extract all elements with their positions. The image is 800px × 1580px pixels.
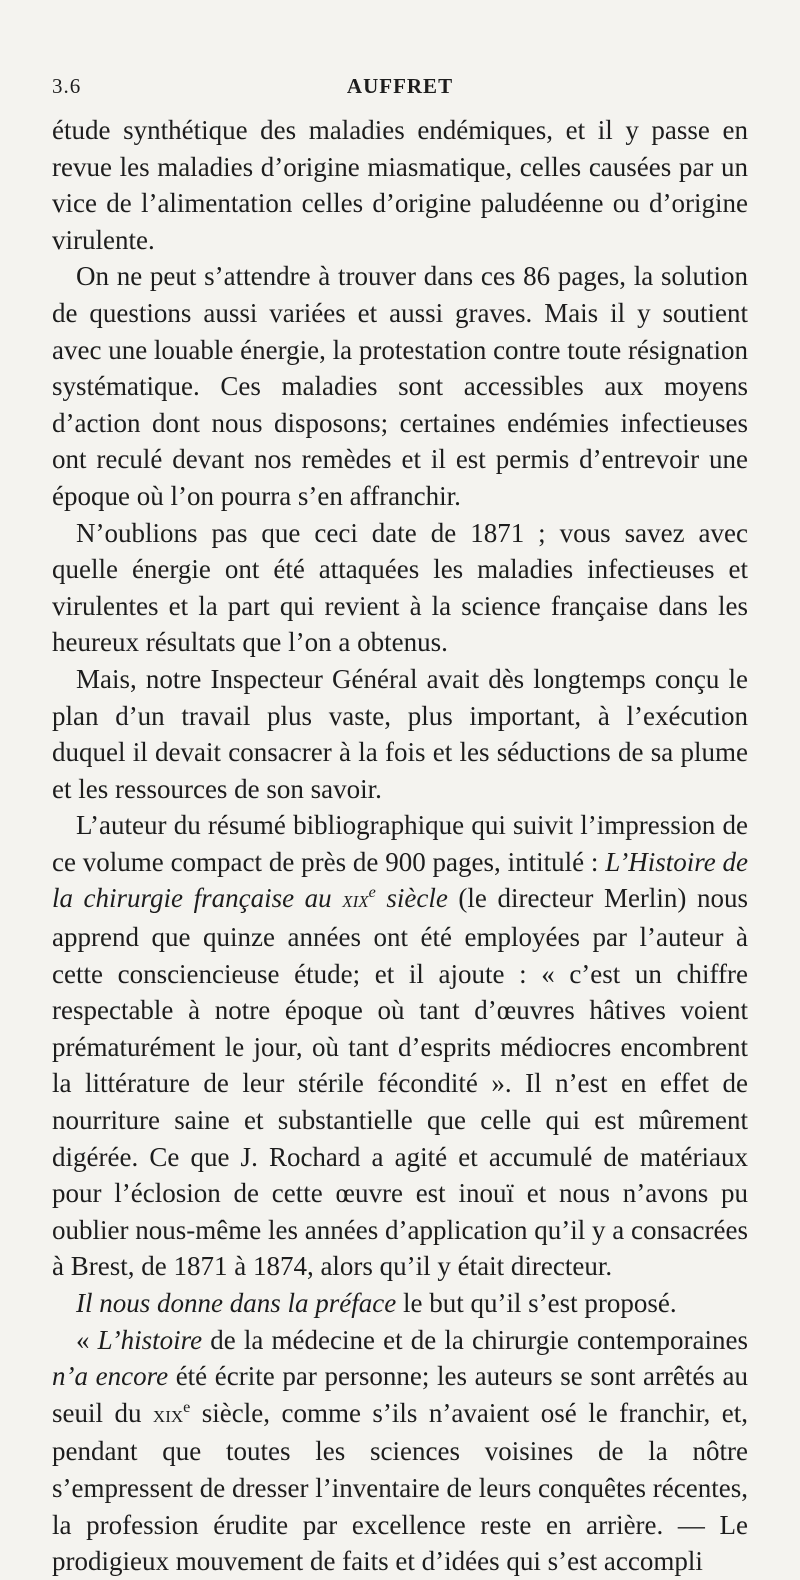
paragraph-6-text: le but qu’il s’est proposé.: [396, 1288, 677, 1318]
book-title-part-a: L’Histoire de la chirurgie française au: [52, 846, 749, 914]
paragraph-2: On ne peut s’attendre à trouver dans ces 86 pages, la solution de questions aussi variées et aussi graves. Mais il y soutient avec une louable énergie, la protestation contre toute résignation systématique. Ces maladies sont accessibles aux moyens d’action dont nous disposons; certaines endémies infectieuses ont reculé devant nos remèdes et il est permis d’entrevoir une époque où l’on pourra s’en affranchir.: [52, 261, 748, 511]
paragraph-7-text-b: été écrite par personne; les auteurs se sont arrêtés au seuil du: [52, 1361, 749, 1428]
paragraph-1: étude synthétique des maladies endémiques, et il y passe en revue les maladies d’origine miasmatique, celles causées par un vice de l’alimentation celles d’origine paludéenne ou d’origine virulente.: [52, 115, 748, 255]
paragraph-7-text-a: de la médecine et de la chirurgie contemporaines: [202, 1324, 748, 1355]
paragraph-7-italic-b: n’a encore: [52, 1361, 169, 1392]
paragraph-3: N’oublions pas que ceci date de 1871 ; vous savez avec quelle énergie ont été attaquées les maladies infectieuses et virulentes et la part qui revient à la science française dans les heureux résultats que l’on a obtenus.: [52, 517, 748, 658]
century-superscript: e: [368, 883, 376, 902]
running-title: AUFFRET: [346, 74, 454, 98]
paragraph-5-text-a: L’auteur du résumé bibliographique qui suivit l’impression de ce volume compact de près de 900 pages, intitulé :: [52, 810, 748, 877]
book-title-part-b: siècle: [375, 883, 448, 914]
page-body: [52, 112, 748, 1580]
paragraph-4: Mais, notre Inspecteur Général avait dès longtemps conçu le plan d’un travail plus vaste, plus important, à l’exécution duquel il devait consacrer à la fois et les séductions de sa plume et les ressources de son savoir.: [52, 663, 748, 804]
paragraph-7-italic-a: L’histoire: [97, 1324, 203, 1355]
paragraph-6: [52, 1285, 748, 1322]
paragraph-7-text-c: siècle, comme s’ils n’avaient osé le franchir, et, pendant que toutes les sciences voisines de la nôtre s’empressent de dresser l’inventaire de leurs conquêtes récentes, la profession érudite par excellence reste en arrière. — Le prodigieux mouvement de faits et d’idées qui s’est accompli: [52, 1397, 748, 1577]
century-superscript-2: e: [183, 1397, 191, 1416]
paragraph-5-text-b: (le directeur Merlin) nous apprend que quinze années ont été employées par l’auteur à cette consciencieuse étude; et il ajoute : « c’est un chiffre respectable à notre époque où tant d’œuvres hâtives voient prématurément le jour, où tant d’esprits médiocres encombrent la littérature de leur stérile fécondité ». Il n’est en effet de nourriture saine et substantielle que celle qui est mûrement digérée. Ce que J. Rochard a agité et accumulé de matériaux pour l’éclosion de cette œuvre est inouï et nous n’avons pu oublier nous-même les années d’application qu’il y a consacrées à Brest, de 1871 à 1874, alors qu’il y était directeur.: [52, 883, 748, 1282]
paragraph-7: [52, 1322, 748, 1580]
century-numeral-2: xix: [152, 1400, 184, 1428]
paragraph-5: [52, 807, 748, 1285]
paragraph-6-italic: Il nous donne dans la préface: [76, 1288, 397, 1318]
century-numeral: xix: [342, 886, 369, 914]
open-quote: «: [76, 1324, 98, 1355]
page-header: [52, 74, 748, 104]
page-number: 3.6: [52, 74, 82, 98]
